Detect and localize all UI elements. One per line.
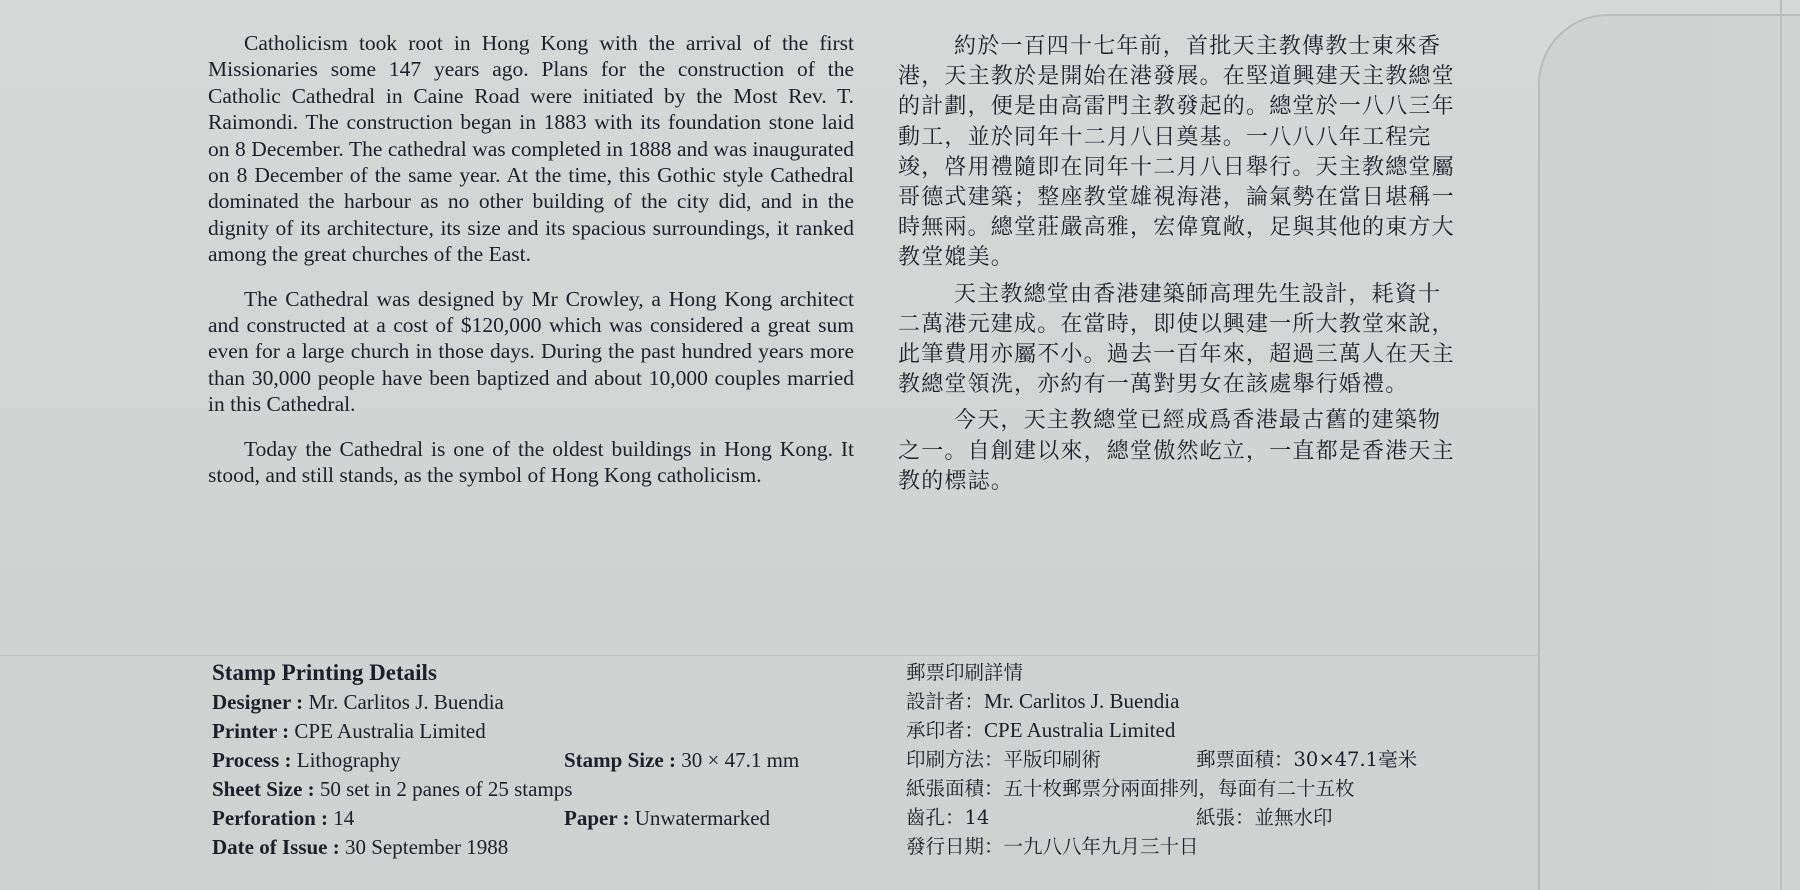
zh-designer-value: Mr. Carlitos J. Buendia [984,689,1180,713]
envelope-edge [1780,0,1782,890]
printer-label: Printer : [212,719,290,743]
chinese-paragraph-1: 約於一百四十七年前，首批天主教傳教士東來香港，天主教於是開始在港發展。在堅道興建天主教總堂的計劃，便是由高雷門主教發起的。總堂於一八八三年動工，並於同年十二月八日奠基。一八八八年工程完竣，啓用禮隨即在同年十二月八日舉行。天主教總堂屬哥德式建築；整座教堂雄視海港，論氣勢在當日堪稱一時無兩。總堂莊嚴高雅，宏偉寬敞，足與其他的東方大教堂媲美。 [898,34,1455,271]
zh-designer-row [906,687,1506,716]
process-value: Lithography [296,748,401,772]
chinese-paragraph-3: 今天，天主教總堂已經成爲香港最古舊的建築物之一。自創建以來，總堂傲然屹立，一直都是香港天主教的標誌。 [898,408,1455,494]
zh-perforation-row [906,803,1506,832]
process-row [212,746,872,775]
chinese-description [898,32,1458,503]
english-paragraph-2: The Cathedral was designed by Mr Crowley, a Hong Kong architect and constructed at a cost of $120,000 which was considered a great sum even for a large church in those days. During the past hundred years more than 30,000 people have been baptized and about 10,000 couples married in this Cathedral. [208,286,854,417]
zh-printer-value: CPE Australia Limited [984,718,1176,742]
perforation-label: Perforation : [212,806,329,830]
stamp-size-value: 30 × 47.1 mm [681,748,800,772]
designer-label: Designer : [212,690,304,714]
english-description [208,30,854,507]
paper-field [564,804,770,833]
printing-details-english [212,657,872,862]
stamp-size-field [564,746,799,775]
zh-sheet-size-row: 紙張面積：五十枚郵票分兩面排列，每面有二十五枚 [906,777,1355,800]
sheet-size-value: 50 set in 2 panes of 25 stamps [319,777,573,801]
paper-value: Unwatermarked [634,806,771,830]
printer-row [212,717,872,746]
date-of-issue-row [212,833,872,862]
date-label: Date of Issue : [212,835,340,859]
envelope-flap [1538,14,1800,890]
perforation-row [212,804,872,833]
date-value: 30 September 1988 [344,835,509,859]
section-divider [0,655,1538,656]
sheet-size-label: Sheet Size : [212,777,315,801]
designer-row [212,688,872,717]
zh-paper: 紙張：並無水印 [1196,806,1333,829]
process-label: Process : [212,748,292,772]
zh-process-row [906,745,1506,774]
paper-label: Paper : [564,806,630,830]
chinese-paragraph-2: 天主教總堂由香港建築師高理先生設計，耗資十二萬港元建成。在當時，即使以興建一所大教堂來說，此筆費用亦屬不小。過去一百年來，超過三萬人在天主教總堂領洗，亦約有一萬對男女在該處舉行婚禮。 [898,281,1455,398]
printer-value: CPE Australia Limited [294,719,486,743]
zh-perforation: 齒孔：14 [906,806,990,829]
sheet-size-row [212,775,872,804]
designer-value: Mr. Carlitos J. Buendia [308,690,504,714]
stamp-size-label: Stamp Size : [564,748,676,772]
details-title: Stamp Printing Details [212,660,437,685]
zh-printer-row [906,716,1506,745]
zh-date-row: 發行日期：一九八八年九月三十日 [906,835,1199,858]
zh-designer-label: 設計者： [906,690,985,713]
printing-details-chinese [906,658,1506,861]
perforation-value: 14 [333,806,355,830]
zh-process: 印刷方法：平版印刷術 [906,748,1102,771]
zh-stamp-size: 郵票面積：30×47.1毫米 [1196,748,1418,771]
zh-details-title: 郵票印刷詳情 [906,661,1024,684]
english-paragraph-3: Today the Cathedral is one of the oldest buildings in Hong Kong. It stood, and still stands, as the symbol of Hong Kong catholicism. [208,436,854,488]
english-paragraph-1: Catholicism took root in Hong Kong with the arrival of the first Missionaries some 147 years ago. Plans for the construction of the Catholic Cathedral in Caine Road were initiated by the Most Rev. T. Raimondi. The construction began in 1883 with its foundation stone laid on 8 December. The cathedral was completed in 1888 and was inaugurated on 8 December of the same year. At the time, this Gothic style Cathedral dominated the harbour as no other building of the city did, and in the dignity of its architecture, its size and its spacious surroundings, it ranked among the great churches of the East. [208,31,854,267]
zh-printer-label: 承印者： [906,719,985,742]
